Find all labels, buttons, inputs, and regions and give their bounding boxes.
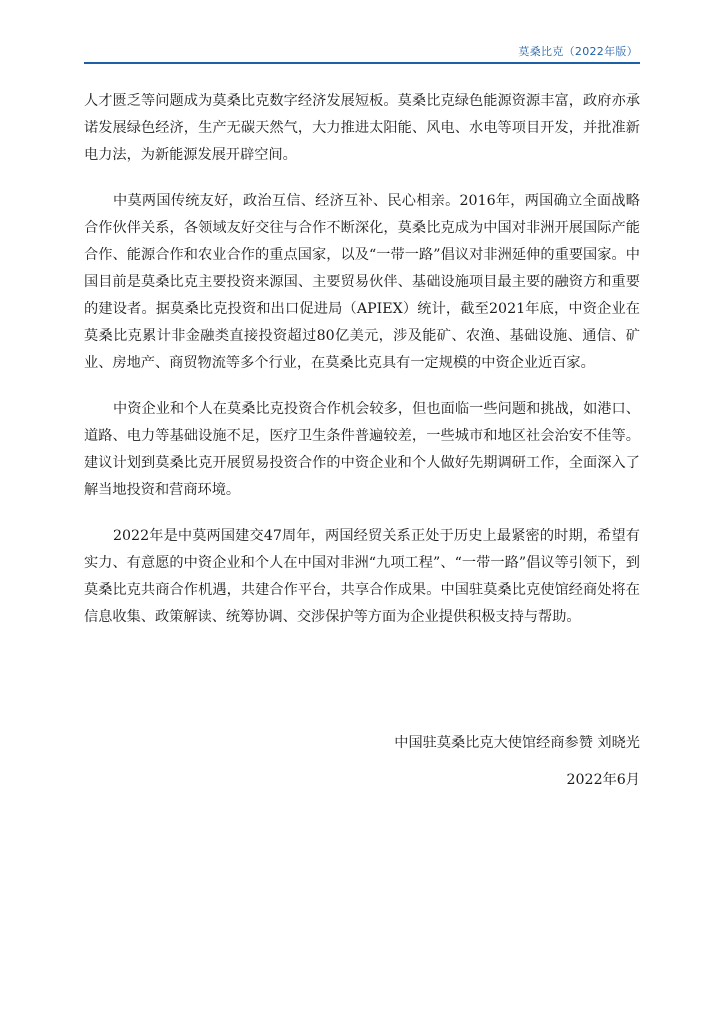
paragraph-continuation: 人才匮乏等问题成为莫桑比克数字经济发展短板。莫桑比克绿色能源资源丰富，政府亦承诺发展绿色经济，生产无碳天然气，大力推进太阳能、风电、水电等项目开发，并批准新电力法，为新能源发展开辟空间。 [84,93,640,163]
header-title: 莫桑比克（2022年版） [518,45,638,58]
paragraph-challenges: 中资企业和个人在莫桑比克投资合作机会较多，但也面临一些问题和挑战，如港口、道路、电力等基础设施不足，医疗卫生条件普遍较差，一些城市和地区社会治安不佳等。建议计划到莫桑比克开展贸易投资合作的中资企业和个人做好先期调研工作，全面深入了解当地投资和营商环境。 [84,401,640,498]
document-body [84,88,640,650]
paragraph-relations: 中莫两国传统友好，政治互信、经济互补、民心相亲。2016年，两国确立全面战略合作伙伴关系，各领域友好交往与合作不断深化，莫桑比克成为中国对非洲开展国际产能合作、能源合作和农业合作的重点国家，以及“一带一路”倡议对非洲延伸的重要国家。中国目前是莫桑比克主要投资来源国、主要贸易伙伴、基础设施项目最主要的融资方和重要的建设者。据莫桑比克投资和出口促进局（APIEX）统计，截至2021年底，中资企业在莫桑比克累计非金融类直接投资超过80亿美元，涉及能矿、农渔、基础设施、通信、矿业、房地产、商贸物流等多个行业，在莫桑比克具有一定规模的中资企业近百家。 [84,193,640,371]
signature-line: 中国驻莫桑比克大使馆经商参赞 刘晓光 [394,735,640,751]
page-header [84,40,640,64]
signature-date: 2022年6月 [566,772,640,788]
paragraph-anniversary: 2022年是中莫两国建交47周年，两国经贸关系正处于历史上最紧密的时期，希望有实力、有意愿的中资企业和个人在中国对非洲“九项工程”、“一带一路”倡议等引领下，到莫桑比克共商合作机遇，共建合作平台，共享合作成果。中国驻莫桑比克使馆经商处将在信息收集、政策解读、统筹协调、交涉保护等方面为企业提供积极支持与帮助。 [84,528,640,625]
